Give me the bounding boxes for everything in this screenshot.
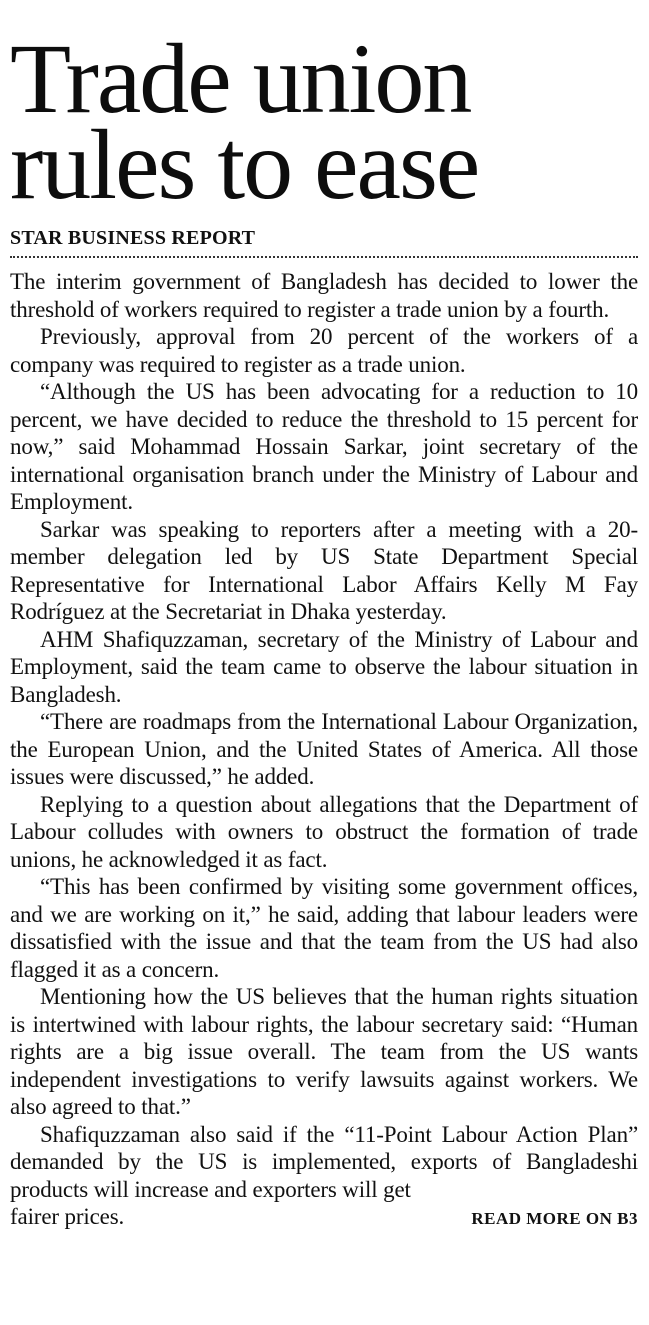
- dotted-divider: [10, 256, 638, 258]
- paragraph: Previously, approval from 20 percent of the workers of a company was required to register as a trade union.: [10, 324, 638, 377]
- paragraph-final-tail: fairer prices.: [10, 1204, 125, 1229]
- byline: STAR BUSINESS REPORT: [10, 227, 256, 249]
- paragraph: Mentioning how the US believes that the human rights situation is intertwined with labour rights, the labour secretary said: “Human rights are a big issue overall. The team from the US wants independent investigations to verify lawsuits against workers. We also agreed to that.”: [10, 984, 638, 1119]
- article-body: [10, 268, 638, 1233]
- paragraph: “There are roadmaps from the International Labour Organization, the European Union, and the United States of America. All those issues were discussed,” he added.: [10, 709, 638, 789]
- headline-line-2: rules to ease: [10, 109, 479, 220]
- read-more-link[interactable]: READ MORE ON B3: [471, 1209, 638, 1228]
- paragraph: Replying to a question about allegations that the Department of Labour colludes with owners to obstruct the formation of trade unions, he acknowledged it as fact.: [10, 791, 638, 872]
- headline-line-1: Trade union: [10, 23, 471, 134]
- final-line: [10, 1203, 638, 1233]
- paragraph: Sarkar was speaking to reporters after a meeting with a 20-member delegation led by US State Department Special Representative for International Labor Affairs Kelly M Fay Rodríguez at the Secretariat in Dhaka yesterday.: [10, 516, 638, 624]
- paragraph-final: Shafiquzzaman also said if the “11-Point Labour Action Plan” demanded by the US is implemented, exports of Bangladeshi products will increase and exporters will get: [10, 1121, 638, 1202]
- headline: [10, 0, 638, 220]
- paragraph: “This has been confirmed by visiting some government offices, and we are working on it,” he said, adding that labour leaders were dissatisfied with the issue and that the team from the US had also flagged it as a concern.: [10, 874, 638, 982]
- paragraph: AHM Shafiquzzaman, secretary of the Ministry of Labour and Employment, said the team came to observe the labour situation in Bangladesh.: [10, 626, 638, 707]
- paragraph: The interim government of Bangladesh has decided to lower the threshold of workers required to register a trade union by a fourth.: [10, 269, 638, 322]
- paragraph: “Although the US has been advocating for a reduction to 10 percent, we have decided to reduce the threshold to 15 percent for now,” said Mohammad Hossain Sarkar, joint secretary of the international organisation branch under the Ministry of Labour and Employment.: [10, 379, 638, 514]
- news-article: [10, 0, 638, 1233]
